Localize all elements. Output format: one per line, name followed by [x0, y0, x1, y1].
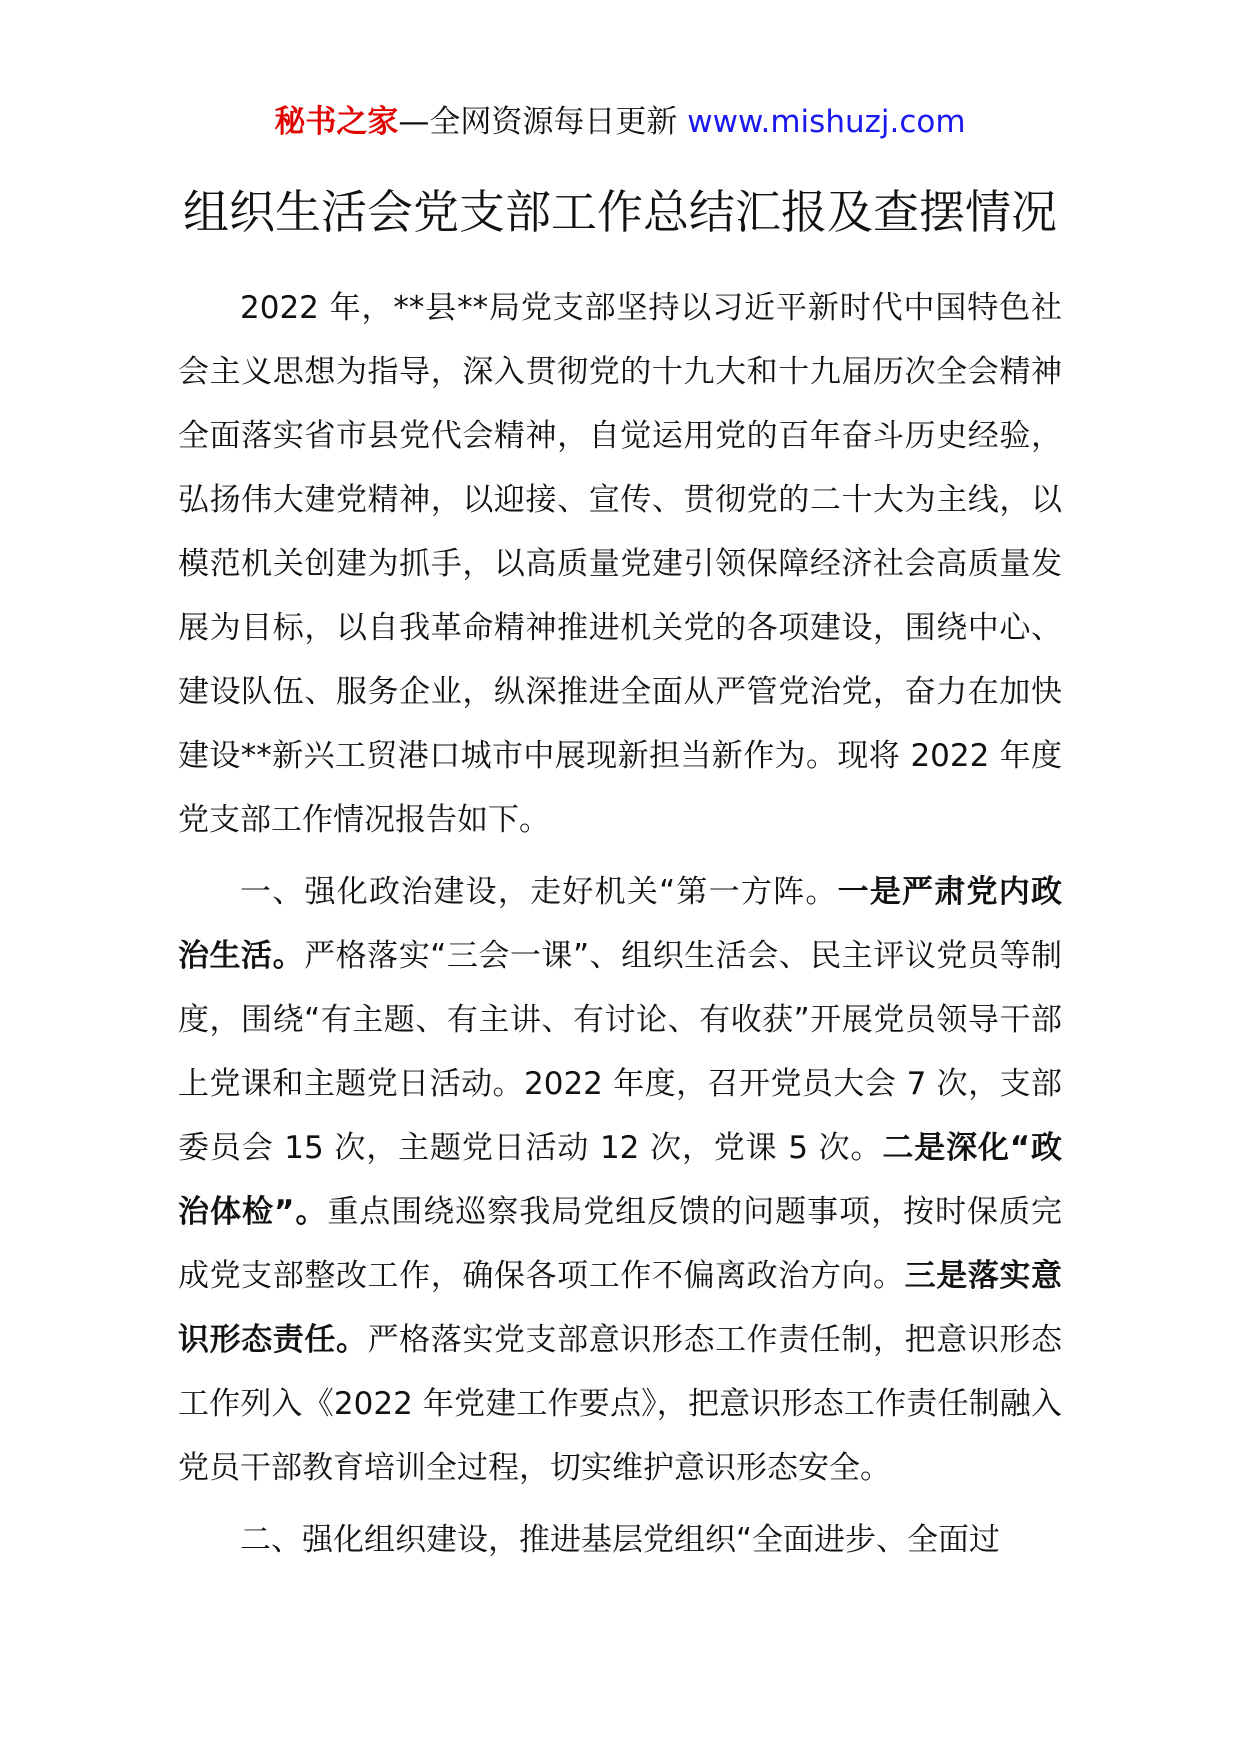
point-one-title: 一是严肃党内政治生活。	[178, 874, 1063, 974]
site-url-link[interactable]: www.mishuzj.com	[687, 104, 966, 140]
site-brand: 秘书之家	[274, 104, 399, 140]
point-two-text: 重点围绕巡察我局党组反馈的问题事项，按时保质完成党支部整改工作，确保各项工作不偏离政治方向。	[178, 1194, 1063, 1294]
document-body	[178, 276, 1062, 1572]
point-three-title: 三是落实意识形态责任。	[178, 1258, 1063, 1358]
point-two-title: 二是深化“政治体检”。	[178, 1130, 1062, 1230]
point-one-text: 严格落实“三会一课”、组织生活会、民主评议党员等制度，围绕“有主题、有主讲、有讨论、有收获”开展党员领导干部上党课和主题党日活动。2022 年度，召开党员大会 7 次，支部委员会 15 次，主题党日活动 12 次，党课 5 次。	[178, 938, 1062, 1166]
intro-paragraph: 2022 年，**县**局党支部坚持以习近平新时代中国特色社会主义思想为指导，深入贯彻党的十九大和十九届历次全会精神全面落实省市县党代会精神，自觉运用党的百年奋斗历史经验，弘扬伟大建党精神，以迎接、宣传、贯彻党的二十大为主线，以模范机关创建为抓手，以高质量党建引领保障经济社会高质量发展为目标，以自我革命精神推进机关党的各项建设，围绕中心、建设队伍、服务企业，纵深推进全面从严管党治党，奋力在加快建设**新兴工贸港口城市中展现新担当新作为。现将 2022 年度党支部工作情况报告如下。	[178, 290, 1062, 838]
section-one-heading: 一、强化政治建设，走好机关“第一方阵。	[240, 874, 838, 910]
section-two-paragraph: 二、强化组织建设，推进基层党组织“全面进步、全面过	[240, 1522, 1001, 1558]
site-header	[0, 100, 1240, 144]
section-one-paragraph	[178, 860, 1062, 1500]
site-tagline: —全网资源每日更新	[398, 104, 688, 140]
document-title: 组织生活会党支部工作总结汇报及查摆情况	[183, 185, 1057, 239]
point-three-text: 严格落实党支部意识形态工作责任制，把意识形态工作列入《2022 年党建工作要点》，把意识形态工作责任制融入党员干部教育培训全过程，切实维护意识形态安全。	[178, 1322, 1063, 1486]
